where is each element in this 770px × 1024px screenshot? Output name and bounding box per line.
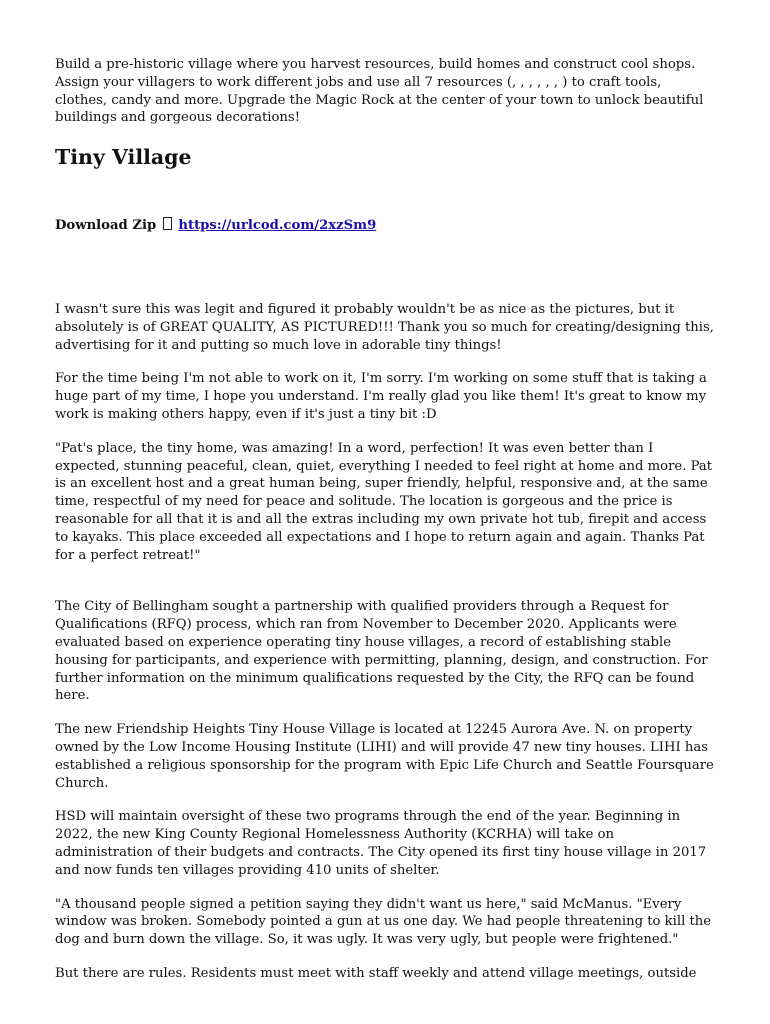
page-title: Tiny Village <box>55 145 192 170</box>
intro-paragraph: Build a pre-historic village where you harvest resources, build homes and construct cool shops. Assign your villagers to work different jobs and use all 7 resources (, , , , , , ) to craft tools, clothes, candy and more. Upgrade the Magic Rock at the center of your town to unlock beautiful buildings and gorgeous decorations! <box>55 57 704 126</box>
download-label: Download Zip <box>55 218 157 234</box>
box-glyph-icon <box>163 217 172 230</box>
paragraph-quote: "A thousand people signed a petition saying they didn't want us here," said McManus. "Every window was broken. Somebody pointed a gun at us one day. We had people threatening to kill the dog and burn down the village. So, it was ugly. It was very ugly, but people were frightened." <box>55 896 712 948</box>
download-line <box>55 217 715 235</box>
paragraph-author-reply: For the time being I'm not able to work on it, I'm sorry. I'm working on some stuff that is taking a huge part of my time, I hope you understand. I'm really glad you like them! It's great to know my work is making others happy, even if it's just a tiny bit :D <box>55 371 707 422</box>
paragraph-review-1: I wasn't sure this was legit and figured it probably wouldn't be as nice as the pictures, but it absolutely is of GREAT QUALITY, AS PICTURED!!! Thank you so much for creating/designing this, advertising for it and putting so much love in adorable tiny things! <box>55 301 714 353</box>
paragraph-friendship-heights: The new Friendship Heights Tiny House Village is located at 12245 Aurora Ave. N. on property owned by the Low Income Housing Institute (LIHI) and will provide 47 new tiny houses. LIHI has established a religious sponsorship for the program with Epic Life Church and Seattle Foursquare Church. <box>55 722 714 791</box>
paragraph-rules: But there are rules. Residents must meet with staff weekly and attend village meetings, outside <box>55 965 697 981</box>
paragraph-review-2: "Pat's place, the tiny home, was amazing! In a word, perfection! It was even better than I expected, stunning peaceful, clean, quiet, everything I needed to feel right at home and more. Pat is an excellent host and a great human being, super friendly, helpful, responsive and, at the same time, respectful of my need for peace and solitude. The location is gorgeous and the price is reasonable for all that it is and all the extras including my own private hot tub, firepit and access to kayaks. This place exceeded all expectations and I hope to return again and again. Thanks Pat for a perfect retreat!" <box>55 440 713 563</box>
download-link[interactable]: https://urlcod.com/2xzSm9 <box>178 218 377 234</box>
paragraph-bellingham: The City of Bellingham sought a partnership with qualified providers through a Request for Qualifications (RFQ) process, which ran from November to December 2020. Applicants were evaluated based on experience operating tiny house villages, a record of establishing stable housing for participants, and experience with permitting, planning, design, and construction. For further information on the minimum qualifications requested by the City, the RFQ can be found here. <box>55 599 708 704</box>
paragraph-hsd: HSD will maintain oversight of these two programs through the end of the year. Beginning in 2022, the new King County Regional Homelessness Authority (KCRHA) will take on administration of their budgets and contracts. The City opened its first tiny house village in 2017 and now funds ten villages providing 410 units of shelter. <box>55 809 707 878</box>
document-body <box>55 56 715 999</box>
